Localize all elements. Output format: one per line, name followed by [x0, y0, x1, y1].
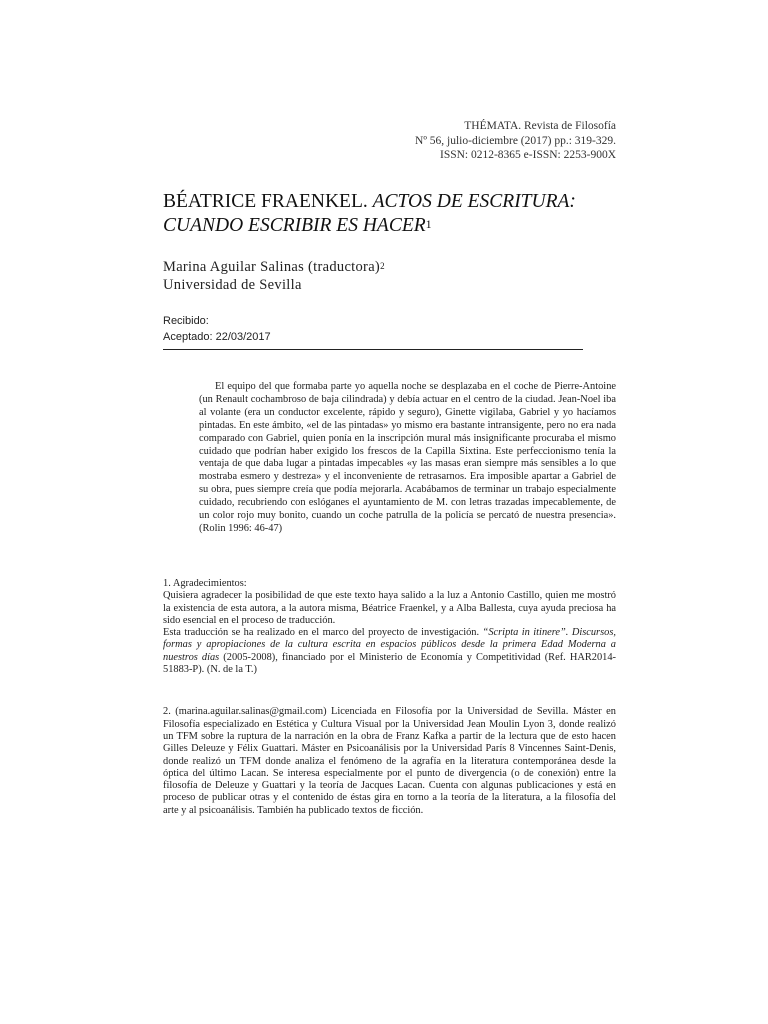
footnote-1-project-start: Esta traducción se ha realizado en el marco del proyecto de investigación.	[163, 627, 480, 639]
footnotes	[163, 578, 616, 817]
received-date: Recibido:	[163, 315, 209, 327]
title-footnote-mark: 1	[425, 217, 432, 231]
author-block	[163, 258, 603, 294]
footnote-1-paragraph: Quisiera agradecer la posibilidad de que este texto haya salido a la luz a Antonio Castillo, quien me mostró la existencia de esta autora, a la autora misma, Béatrice Fraenkel, y a Alba Ballesta, cuya ayuda preciosa ha sido esencial en el proceso de traducción.	[163, 590, 616, 626]
footnote-1-heading: 1. Agradecimientos:	[163, 578, 247, 589]
epigraph-quote	[199, 381, 616, 536]
journal-issn: ISSN: 0212-8365 e-ISSN: 2253-900X	[439, 149, 616, 161]
accepted-date: Aceptado: 22/03/2017	[163, 331, 271, 343]
author-name: Marina Aguilar Salinas (traductora)	[163, 259, 381, 275]
submission-dates	[163, 313, 271, 345]
header-divider	[163, 349, 583, 350]
journal-header	[415, 119, 616, 163]
author-affiliation: Universidad de Sevilla	[163, 277, 302, 293]
footnote-1-project	[163, 627, 616, 676]
footnote-2	[163, 706, 616, 817]
journal-name: THÉMATA. Revista de Filosofía	[464, 120, 616, 132]
footnote-1	[163, 578, 616, 676]
footnote-1-project-title: “Scripta in itinere”. Discursos, formas y apropiaciones de la cultura escrita en espacios públicos desde la primera Edad Moderna a nuestros días	[163, 627, 616, 663]
article-title	[163, 190, 623, 238]
journal-issue: Nº 56, julio-diciembre (2017) pp.: 319-329.	[415, 134, 616, 147]
footnote-1-project-end: (2005-2008), financiado por el Ministerio de Economía y Competitividad (Ref. HAR2014-51883-P). (N. de la T.)	[163, 651, 616, 676]
author-footnote-mark: 2	[380, 261, 385, 271]
title-prefix: BÉATRICE FRAENKEL.	[163, 191, 368, 212]
title-italic: ACTOS DE ESCRITURA: CUANDO ESCRIBIR ES HACER	[163, 191, 576, 236]
footnote-2-text: 2. (marina.aguilar.salinas@gmail.com) Licenciada en Filosofía por la Universidad de Sevilla. Máster en Filosofía especializado en Estética y Cultura Visual por la Universidad Jean Moulin Lyon 3, donde realizó un TFM sobre la ruptura de la narración en la obra de Franz Kafka a partir de la lectura que de esto hacen Gilles Deleuze y Félix Guattari. Máster en Psicoanálisis por la Universidad París 8 Vincennes Saint-Denis, donde realizó un TFM donde analiza el fenómeno de la agrafía en la literatura contemporánea desde la óptica del último Lacan. Se interesa especialmente por el punto de divergencia (o de conexión) entre la filosofía de Deleuze y Guattari y la teoría de Jacques Lacan. Cuenta con algunas publicaciones y está en proceso de publicar otras y el contenido de éstas gira en torno a la teoría de la literatura, a la filosofía del arte y al psicoanálisis. También ha publicado textos de ficción.	[163, 706, 616, 816]
epigraph-text: El equipo del que formaba parte yo aquella noche se desplazaba en el coche de Pierre-Antoine (un Renault cochambroso de baja cilindrada) y debía actuar en el centro de la ciudad. Jean-Noel iba al volante (era un conductor excelente, rápido y seguro), Ginette vigilaba, Gabriel y yo hacíamos pintadas. En este ámbito, «el de las pintadas» yo mismo era bastante intransigente, pero no era nada comparado con Gabriel, quien ponía en la inscripción mural más insignificante procuraba el mismo cuidado que podrían haber exigido los frescos de la Capilla Sixtina. Este perfeccionismo tenía la ventaja de que daba lugar a pintadas impecables «y las masas eran siempre más sensibles a lo que mostraba esmero y destreza» y el inconveniente de retrasarnos. Era imposible apartar a Gabriel de su obra, pues siempre creía que podía mejorarla. Acabábamos de terminar un trabajo especialmente cuidado, recubriendo con eslóganes el ayuntamiento de M. con letras trazadas impecablemente, de un color rojo muy bonito, cuando un coche patrulla de la policía se percató de nuestra presencia». (Rolin 1996: 46-47)	[199, 381, 616, 534]
